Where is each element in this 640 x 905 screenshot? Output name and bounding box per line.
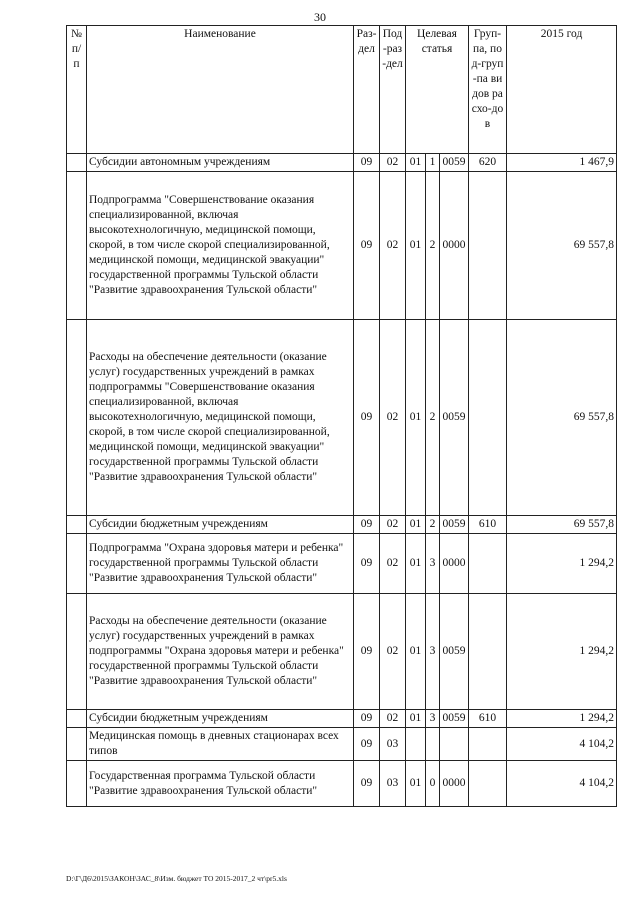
- header-celevaya: Целевая статья: [406, 26, 469, 154]
- budget-table: [66, 25, 617, 807]
- header-name: Наименование: [87, 26, 354, 154]
- row-cs3-cell: 0000: [440, 761, 469, 807]
- table-row: [67, 728, 617, 761]
- row-name-cell: Субсидии бюджетным учреждениям: [87, 516, 354, 534]
- row-group-cell: [469, 320, 507, 516]
- row-razdel-cell: 09: [354, 320, 380, 516]
- row-razdel-cell: 09: [354, 516, 380, 534]
- row-sum-cell: 1 294,2: [507, 594, 617, 710]
- row-razdel-cell: 09: [354, 172, 380, 320]
- row-cs2-cell: 0: [426, 761, 440, 807]
- row-cs3-cell: 0059: [440, 154, 469, 172]
- row-sum-cell: 1 294,2: [507, 710, 617, 728]
- row-cs1-cell: 01: [406, 761, 426, 807]
- row-cs1-cell: 01: [406, 154, 426, 172]
- row-cs1-cell: 01: [406, 594, 426, 710]
- row-name-cell: Подпрограмма "Совершенствование оказания специализированной, включая высокотехнологичную, медицинской помощи, скорой, в том числе скорой специализированной, медицинской помощи, медицинской эвакуации" государственной программы Тульской области "Развитие здравоохранения Тульской области": [87, 172, 354, 320]
- row-cs3-cell: 0059: [440, 516, 469, 534]
- row-razdel-cell: 09: [354, 728, 380, 761]
- row-group-cell: [469, 172, 507, 320]
- row-name-cell: Медицинская помощь в дневных стационарах всех типов: [87, 728, 354, 761]
- row-group-cell: [469, 594, 507, 710]
- row-cs3-cell: 0000: [440, 534, 469, 594]
- row-podrazdel-cell: 02: [380, 594, 406, 710]
- row-group-cell: [469, 761, 507, 807]
- row-num-cell: [67, 534, 87, 594]
- row-group-cell: 610: [469, 516, 507, 534]
- row-cs1-cell: 01: [406, 320, 426, 516]
- row-cs3-cell: 0000: [440, 172, 469, 320]
- row-cs2-cell: 2: [426, 172, 440, 320]
- header-gruppa: Груп-па, под-груп-па видов расхо-дов: [469, 26, 507, 154]
- page-number: 30: [314, 10, 326, 24]
- table-row: [67, 172, 617, 320]
- row-num-cell: [67, 710, 87, 728]
- row-sum-cell: 69 557,8: [507, 172, 617, 320]
- row-razdel-cell: 09: [354, 534, 380, 594]
- row-group-cell: [469, 534, 507, 594]
- row-cs2-cell: 1: [426, 154, 440, 172]
- header-num: № п/п: [67, 26, 87, 154]
- table-row: [67, 710, 617, 728]
- row-cs1-cell: 01: [406, 710, 426, 728]
- row-name-cell: Субсидии бюджетным учреждениям: [87, 710, 354, 728]
- row-cs3-cell: 0059: [440, 710, 469, 728]
- row-num-cell: [67, 516, 87, 534]
- row-cs2-cell: 3: [426, 594, 440, 710]
- table-row: [67, 761, 617, 807]
- row-podrazdel-cell: 03: [380, 728, 406, 761]
- row-group-cell: 620: [469, 154, 507, 172]
- row-podrazdel-cell: 02: [380, 710, 406, 728]
- row-razdel-cell: 09: [354, 710, 380, 728]
- row-name-cell: Расходы на обеспечение деятельности (оказание услуг) государственных учреждений в рамках подпрограммы "Совершенствование оказания специализированной, включая высокотехнологичную, медицинской помощи, скорой, в том числе скорой специализированной, медицинской помощи, медицинской эвакуации" государственной программы Тульской области "Развитие здравоохранения Тульской области": [87, 320, 354, 516]
- table-row: [67, 320, 617, 516]
- row-podrazdel-cell: 02: [380, 534, 406, 594]
- row-name-cell: Субсидии автономным учреждениям: [87, 154, 354, 172]
- file-path-footer: D:\Г\Д6\2015\ЗАКОН\ЗАС_8\Изм. бюджет ТО 2015-2017_2 чт\pr5.xls: [66, 874, 287, 883]
- row-podrazdel-cell: 02: [380, 320, 406, 516]
- row-cs3-cell: [440, 728, 469, 761]
- row-num-cell: [67, 594, 87, 710]
- row-cs1-cell: 01: [406, 516, 426, 534]
- row-num-cell: [67, 172, 87, 320]
- row-group-cell: 610: [469, 710, 507, 728]
- row-razdel-cell: 09: [354, 154, 380, 172]
- row-num-cell: [67, 154, 87, 172]
- row-razdel-cell: 09: [354, 594, 380, 710]
- row-cs3-cell: 0059: [440, 594, 469, 710]
- row-cs1-cell: 01: [406, 172, 426, 320]
- row-group-cell: [469, 728, 507, 761]
- row-cs2-cell: 3: [426, 710, 440, 728]
- row-cs1-cell: [406, 728, 426, 761]
- row-sum-cell: 69 557,8: [507, 320, 617, 516]
- row-sum-cell: 4 104,2: [507, 761, 617, 807]
- table-row: [67, 154, 617, 172]
- row-cs1-cell: 01: [406, 534, 426, 594]
- row-num-cell: [67, 761, 87, 807]
- row-cs2-cell: [426, 728, 440, 761]
- row-name-cell: Государственная программа Тульской области "Развитие здравоохранения Тульской области": [87, 761, 354, 807]
- row-cs2-cell: 2: [426, 320, 440, 516]
- row-name-cell: Подпрограмма "Охрана здоровья матери и ребенка" государственной программы Тульской области "Развитие здравоохранения Тульской области": [87, 534, 354, 594]
- row-podrazdel-cell: 02: [380, 516, 406, 534]
- row-num-cell: [67, 320, 87, 516]
- table-row: [67, 534, 617, 594]
- header-podrazdel: Под-раз-дел: [380, 26, 406, 154]
- row-sum-cell: 69 557,8: [507, 516, 617, 534]
- row-sum-cell: 4 104,2: [507, 728, 617, 761]
- row-sum-cell: 1 467,9: [507, 154, 617, 172]
- row-cs3-cell: 0059: [440, 320, 469, 516]
- row-name-cell: Расходы на обеспечение деятельности (оказание услуг) государственных учреждений в рамках подпрограммы "Охрана здоровья матери и ребенка" государственной программы Тульской области "Развитие здравоохранения Тульской области": [87, 594, 354, 710]
- row-podrazdel-cell: 02: [380, 154, 406, 172]
- row-cs2-cell: 2: [426, 516, 440, 534]
- row-podrazdel-cell: 02: [380, 172, 406, 320]
- header-year: 2015 год: [507, 26, 617, 154]
- header-razdel: Раз-дел: [354, 26, 380, 154]
- row-podrazdel-cell: 03: [380, 761, 406, 807]
- row-razdel-cell: 09: [354, 761, 380, 807]
- table-row: [67, 516, 617, 534]
- row-cs2-cell: 3: [426, 534, 440, 594]
- row-sum-cell: 1 294,2: [507, 534, 617, 594]
- row-num-cell: [67, 728, 87, 761]
- table-row: [67, 594, 617, 710]
